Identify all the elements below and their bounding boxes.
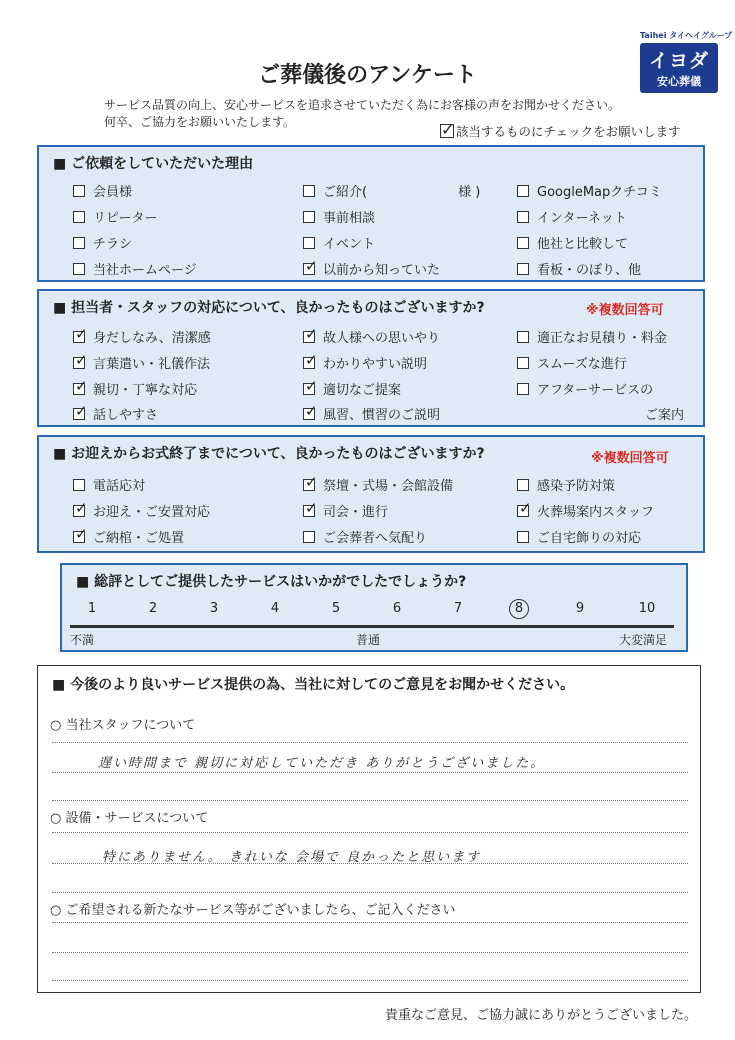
reason-option[interactable] [73,259,197,278]
staff-option[interactable] [303,353,427,372]
opinion-title: ■ 今後のより良いサービス提供の為、当社に対してのご意見をお聞かせください。 [52,677,575,693]
checkbox[interactable] [517,211,529,223]
reason-option[interactable] [303,259,440,278]
ceremony-option[interactable] [303,475,453,494]
option-label: スムーズな進行 [537,357,627,372]
checkbox[interactable] [73,237,85,249]
reason-option[interactable] [303,207,375,226]
rating-option-8-selected[interactable]: 8 [509,599,529,619]
rating-option-3[interactable]: 3 [209,601,219,616]
intro-line-2: 何卒、ご協力をお願いいたします。 [104,115,296,129]
multiple-answer-note: ※複数回答可 [591,451,669,466]
reason-option[interactable] [73,207,157,226]
intro-line-1: サービス品質の向上、安心サービスを追求させていただく為にお客様の声をお聞かせください。 [104,98,621,112]
option-label: 風習、慣習のご説明 [323,408,441,423]
rating-option-1[interactable]: 1 [87,601,97,616]
staff-question: ○ 当社スタッフについて [50,718,196,733]
checkbox-example-icon [440,124,454,138]
option-label: 事前相談 [323,211,376,226]
answer-line [52,863,688,864]
option-label: 祭壇・式場・会館設備 [323,479,454,494]
checkbox-checked[interactable] [517,505,529,517]
option-label: 感染予防対策 [537,479,616,494]
option-label: 他社と比較して [537,237,629,252]
request-question: ○ ご希望される新たなサービス等がございましたら、ご記入ください [50,903,456,918]
option-label: ご会葬者へ気配り [323,531,428,546]
answer-line [52,832,688,833]
option-label: 適切なご提案 [323,383,402,398]
ceremony-option[interactable] [73,501,210,520]
option-label: わかりやすい説明 [323,357,428,372]
rating-label-low: 不満 [70,633,95,647]
option-label: チラシ [93,237,133,252]
opinion-section [37,665,701,993]
option-label: ご自宅飾りの対応 [537,531,642,546]
staff-option[interactable] [517,327,667,346]
staff-option[interactable] [303,404,440,423]
option-label: 故人様への思いやり [323,331,441,346]
option-label: 火葬場案内スタッフ [537,505,655,520]
staff-option[interactable] [73,404,158,423]
answer-line [52,800,688,801]
checkbox[interactable] [517,383,529,395]
checkbox[interactable] [517,331,529,343]
reason-option[interactable] [517,207,627,226]
option-label: 電話応対 [93,479,146,494]
rating-label-mid: 普通 [356,633,381,647]
check-instruction-text: 該当するものにチェックをお願いします [456,124,681,139]
option-label: 身だしなみ、清潔感 [93,331,211,346]
option-label: GoogleMapクチコミ [537,185,662,200]
staff-section [37,289,705,427]
logo-brand-sub: 安心葬儀 [657,75,701,88]
checkbox[interactable] [303,185,315,197]
answer-line [52,892,688,893]
staff-option[interactable] [73,353,210,372]
checkbox[interactable] [73,185,85,197]
checkbox[interactable] [303,237,315,249]
checkbox[interactable] [517,357,529,369]
option-label: ご納棺・ご処置 [93,531,185,546]
option-label: ご紹介( 様 ) [323,185,481,200]
answer-line [52,742,688,743]
option-label: 当社ホームページ [93,263,197,278]
reason-option[interactable] [303,181,480,200]
reason-section-title: ■ ご依頼をしていただいた理由 [53,156,254,172]
ceremony-option[interactable] [73,527,184,546]
checkbox[interactable] [517,531,529,543]
ceremony-option[interactable] [517,501,654,520]
ceremony-option[interactable] [517,475,615,494]
rating-section [60,563,688,652]
checkbox[interactable] [517,479,529,491]
staff-option[interactable] [517,353,627,372]
option-label: イベント [323,237,376,252]
ceremony-option[interactable] [303,527,427,546]
page-title: ご葬儀後のアンケート [258,63,477,88]
staff-section-title: ■ 担当者・スタッフの対応について、良かったものはございますか? [53,300,485,316]
multiple-answer-note: ※複数回答可 [586,303,664,318]
reason-option[interactable] [73,233,132,252]
rating-option-7[interactable]: 7 [453,601,463,616]
staff-option[interactable] [303,379,401,398]
checkbox-checked[interactable] [303,505,315,517]
checkbox-checked[interactable] [303,383,315,395]
check-instruction [440,122,681,140]
checkbox-checked[interactable] [303,357,315,369]
checkbox-checked[interactable] [73,408,85,420]
checkbox-checked[interactable] [73,357,85,369]
reason-option[interactable] [517,181,662,200]
facility-answer[interactable]: 特にありません。 きれいな 会場で 良かったと思います [102,850,482,865]
option-label: アフターサービスの [537,383,654,398]
checkbox-checked[interactable] [73,531,85,543]
staff-option[interactable] [303,327,440,346]
option-label: お迎え・ご安置対応 [93,505,211,520]
logo-group-name: Taihei タイヘイグループ [640,31,733,40]
option-label: インターネット [537,211,627,226]
ceremony-option[interactable] [303,501,388,520]
option-label: 親切・丁寧な対応 [93,383,198,398]
checkbox[interactable] [517,237,529,249]
checkbox[interactable] [303,531,315,543]
checkbox-checked[interactable] [303,331,315,343]
staff-answer[interactable]: 遅い時間まで 親切に対応していただき ありがとうございました。 [98,756,546,771]
checkbox-checked[interactable] [73,505,85,517]
option-label: 言葉遣い・礼儀作法 [93,357,211,372]
reason-option[interactable] [303,233,375,252]
checkbox[interactable] [517,263,529,275]
rating-option-6[interactable]: 6 [392,601,402,616]
thanks-message: 貴重なご意見、ご協力誠にありがとうございました。 [384,1008,697,1023]
staff-option[interactable] [73,327,211,346]
answer-line [52,980,688,981]
rating-option-4[interactable]: 4 [270,601,280,616]
ceremony-option[interactable] [517,527,641,546]
checkbox-checked[interactable] [303,479,315,491]
checkbox[interactable] [303,211,315,223]
reason-section [37,145,705,282]
reason-option[interactable] [517,259,641,278]
staff-option[interactable] [73,379,197,398]
staff-option-continued: ご案内 [645,408,685,423]
ceremony-section [37,435,705,553]
checkbox-checked[interactable] [303,408,315,420]
rating-scale-line [70,625,674,628]
option-label: 適正なお見積り・料金 [537,331,668,346]
checkbox[interactable] [517,185,529,197]
rating-option-9[interactable]: 9 [575,601,585,616]
ceremony-section-title: ■ お迎えからお式終了までについて、良かったものはございますか? [53,446,485,462]
answer-line [52,922,688,923]
logo-brand-name: イヨダ [648,50,709,72]
checkbox-checked[interactable] [73,383,85,395]
reason-option[interactable] [517,233,628,252]
answer-line [52,772,688,773]
checkbox[interactable] [73,479,85,491]
option-label: リピーター [93,211,158,226]
rating-title: ■ 総評としてご提供したサービスはいかがでしたでしょうか? [76,574,467,590]
checkbox-checked[interactable] [303,263,315,275]
ceremony-option[interactable] [73,475,145,494]
facility-question: ○ 設備・サービスについて [50,811,209,826]
rating-label-high: 大変満足 [619,633,668,647]
checkbox[interactable] [73,211,85,223]
rating-option-10[interactable]: 10 [638,601,656,616]
checkbox-checked[interactable] [73,331,85,343]
option-label: 話しやすさ [93,408,159,423]
rating-option-2[interactable]: 2 [148,601,158,616]
option-label: 会員様 [93,185,133,200]
option-label: 以前から知っていた [323,263,441,278]
answer-line [52,952,688,953]
reason-option[interactable] [73,181,132,200]
option-label: 看板・のぼり、他 [537,263,642,278]
rating-option-5[interactable]: 5 [331,601,341,616]
staff-option[interactable] [517,379,653,398]
checkbox[interactable] [73,263,85,275]
option-label: 司会・進行 [323,505,389,520]
